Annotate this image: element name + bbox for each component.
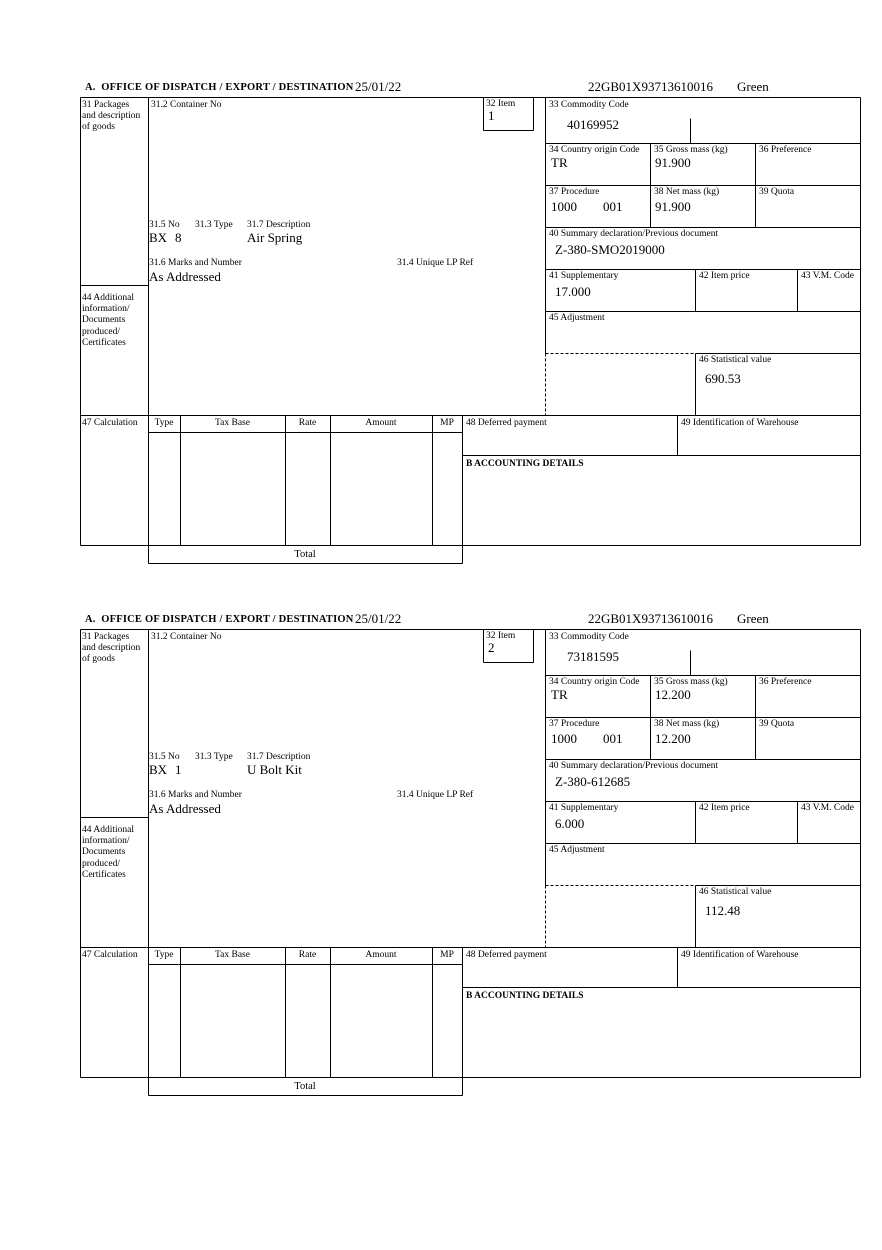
procedure-value: 1000 xyxy=(551,731,577,746)
box-44-label: 44 Additional information/ Documents produced/ Certificates xyxy=(82,293,134,348)
total-label: Total xyxy=(294,549,316,560)
gross-mass-value: 12.200 xyxy=(655,687,691,702)
box-42-label: 42 Item price xyxy=(699,271,750,281)
total-label: Total xyxy=(294,1081,316,1092)
box-45-label: 45 Adjustment xyxy=(549,313,605,323)
accounting-details-label: B ACCOUNTING DETAILS xyxy=(466,991,584,1001)
form-body xyxy=(80,629,862,1097)
box-40-label: 40 Summary declaration/Previous document xyxy=(549,229,719,239)
box-31-4-label: 31.4 Unique LP Ref xyxy=(397,258,474,268)
previous-document-value: Z-380-612685 xyxy=(555,774,631,789)
box-47-label: 47 Calculation xyxy=(82,950,138,960)
box-31-label: 31 Packages and description of goods xyxy=(82,100,141,133)
box-47-label: 47 Calculation xyxy=(82,418,138,428)
box-46-label: 46 Statistical value xyxy=(699,355,772,365)
box-44-label: 44 Additional information/ Documents produced/ Certificates xyxy=(82,825,134,880)
box-41-label: 41 Supplementary xyxy=(549,803,619,813)
box-48-label: 48 Deferred payment xyxy=(466,950,547,960)
declaration-date: 25/01/22 xyxy=(355,611,402,626)
box-49-label: 49 Identification of Warehouse xyxy=(681,418,799,428)
routing-channel-value: Green xyxy=(737,79,769,94)
box-49-label: 49 Identification of Warehouse xyxy=(681,950,799,960)
box-31-7-label: 31.7 Description xyxy=(247,220,311,230)
box-48-label: 48 Deferred payment xyxy=(466,418,547,428)
goods-description-value: U Bolt Kit xyxy=(247,762,302,777)
commodity-code-value: 73181595 xyxy=(567,649,619,664)
accounting-details-label: B ACCOUNTING DETAILS xyxy=(466,459,584,469)
box-41-label: 41 Supplementary xyxy=(549,271,619,281)
table-col-mp: MP xyxy=(440,950,454,960)
country-origin-value: TR xyxy=(551,155,568,170)
box-42-label: 42 Item price xyxy=(699,803,750,813)
mrn-value: 22GB01X93713610016 xyxy=(588,611,713,626)
box-31-4-label: 31.4 Unique LP Ref xyxy=(397,790,474,800)
table-col-rate: Rate xyxy=(298,418,317,428)
packages-no-value: BX xyxy=(149,230,168,245)
table-col-rate: Rate xyxy=(298,950,317,960)
sad-continuation-form xyxy=(80,612,862,1095)
box-38-label: 38 Net mass (kg) xyxy=(654,187,720,197)
packages-type-value: 8 xyxy=(175,230,182,245)
box-33-label: 33 Commodity Code xyxy=(549,100,629,110)
box-43-label: 43 V.M. Code xyxy=(801,271,854,281)
box-45-label: 45 Adjustment xyxy=(549,845,605,855)
office-of-dispatch-label: A. OFFICE OF DISPATCH / EXPORT / DESTINATION xyxy=(85,82,354,93)
box-31-6-label: 31.6 Marks and Number xyxy=(149,790,242,800)
marks-and-numbers-value: As Addressed xyxy=(149,801,221,816)
form-grid-lines xyxy=(80,629,862,1097)
box-38-label: 38 Net mass (kg) xyxy=(654,719,720,729)
box-32-label: 32 Item xyxy=(486,99,516,109)
net-mass-value: 91.900 xyxy=(655,199,691,214)
table-col-type: Type xyxy=(154,418,174,428)
table-col-amount: Amount xyxy=(365,418,397,428)
procedure-value: 1000 xyxy=(551,199,577,214)
goods-description-value: Air Spring xyxy=(247,230,303,245)
mrn-value: 22GB01X93713610016 xyxy=(588,79,713,94)
table-col-type: Type xyxy=(154,950,174,960)
box-33-label: 33 Commodity Code xyxy=(549,632,629,642)
procedure-extension-value: 001 xyxy=(603,731,623,746)
commodity-code-value: 40169952 xyxy=(567,117,619,132)
box-31-5-label: 31.5 No xyxy=(149,220,180,230)
table-col-tax-base: Tax Base xyxy=(215,418,250,428)
box-32-label: 32 Item xyxy=(486,631,516,641)
gross-mass-value: 91.900 xyxy=(655,155,691,170)
form-body xyxy=(80,97,862,565)
box-31-label: 31 Packages and description of goods xyxy=(82,632,141,665)
declaration-date: 25/01/22 xyxy=(355,79,402,94)
box-31-5-label: 31.5 No xyxy=(149,752,180,762)
statistical-value: 112.48 xyxy=(705,903,741,918)
box-46-label: 46 Statistical value xyxy=(699,887,772,897)
box-31-3-label: 31.3 Type xyxy=(195,220,233,230)
procedure-extension-value: 001 xyxy=(603,199,623,214)
country-origin-value: TR xyxy=(551,687,568,702)
net-mass-value: 12.200 xyxy=(655,731,691,746)
box-34-label: 34 Country origin Code xyxy=(549,677,640,687)
box-37-label: 37 Procedure xyxy=(549,187,600,197)
box-35-label: 35 Gross mass (kg) xyxy=(654,145,728,155)
item-number-value: 2 xyxy=(488,640,495,655)
supplementary-units-value: 17.000 xyxy=(555,284,591,299)
routing-channel-value: Green xyxy=(737,611,769,626)
box-37-label: 37 Procedure xyxy=(549,719,600,729)
packages-no-value: BX xyxy=(149,762,168,777)
form-grid-lines xyxy=(80,97,862,565)
item-number-value: 1 xyxy=(488,108,495,123)
box-39-label: 39 Quota xyxy=(759,187,795,197)
statistical-value: 690.53 xyxy=(705,371,741,386)
supplementary-units-value: 6.000 xyxy=(555,816,585,831)
table-col-amount: Amount xyxy=(365,950,397,960)
box-31-6-label: 31.6 Marks and Number xyxy=(149,258,242,268)
box-31-2-label: 31.2 Container No xyxy=(151,632,222,642)
box-40-label: 40 Summary declaration/Previous document xyxy=(549,761,719,771)
box-35-label: 35 Gross mass (kg) xyxy=(654,677,728,687)
box-36-label: 36 Preference xyxy=(759,145,812,155)
previous-document-value: Z-380-SMO2019000 xyxy=(555,242,665,257)
office-of-dispatch-label: A. OFFICE OF DISPATCH / EXPORT / DESTINATION xyxy=(85,614,354,625)
form-header xyxy=(80,612,862,629)
box-31-2-label: 31.2 Container No xyxy=(151,100,222,110)
marks-and-numbers-value: As Addressed xyxy=(149,269,221,284)
box-34-label: 34 Country origin Code xyxy=(549,145,640,155)
sad-continuation-form xyxy=(80,80,862,563)
box-31-3-label: 31.3 Type xyxy=(195,752,233,762)
packages-type-value: 1 xyxy=(175,762,182,777)
box-43-label: 43 V.M. Code xyxy=(801,803,854,813)
box-36-label: 36 Preference xyxy=(759,677,812,687)
table-col-tax-base: Tax Base xyxy=(215,950,250,960)
form-header xyxy=(80,80,862,97)
table-col-mp: MP xyxy=(440,418,454,428)
box-39-label: 39 Quota xyxy=(759,719,795,729)
box-31-7-label: 31.7 Description xyxy=(247,752,311,762)
